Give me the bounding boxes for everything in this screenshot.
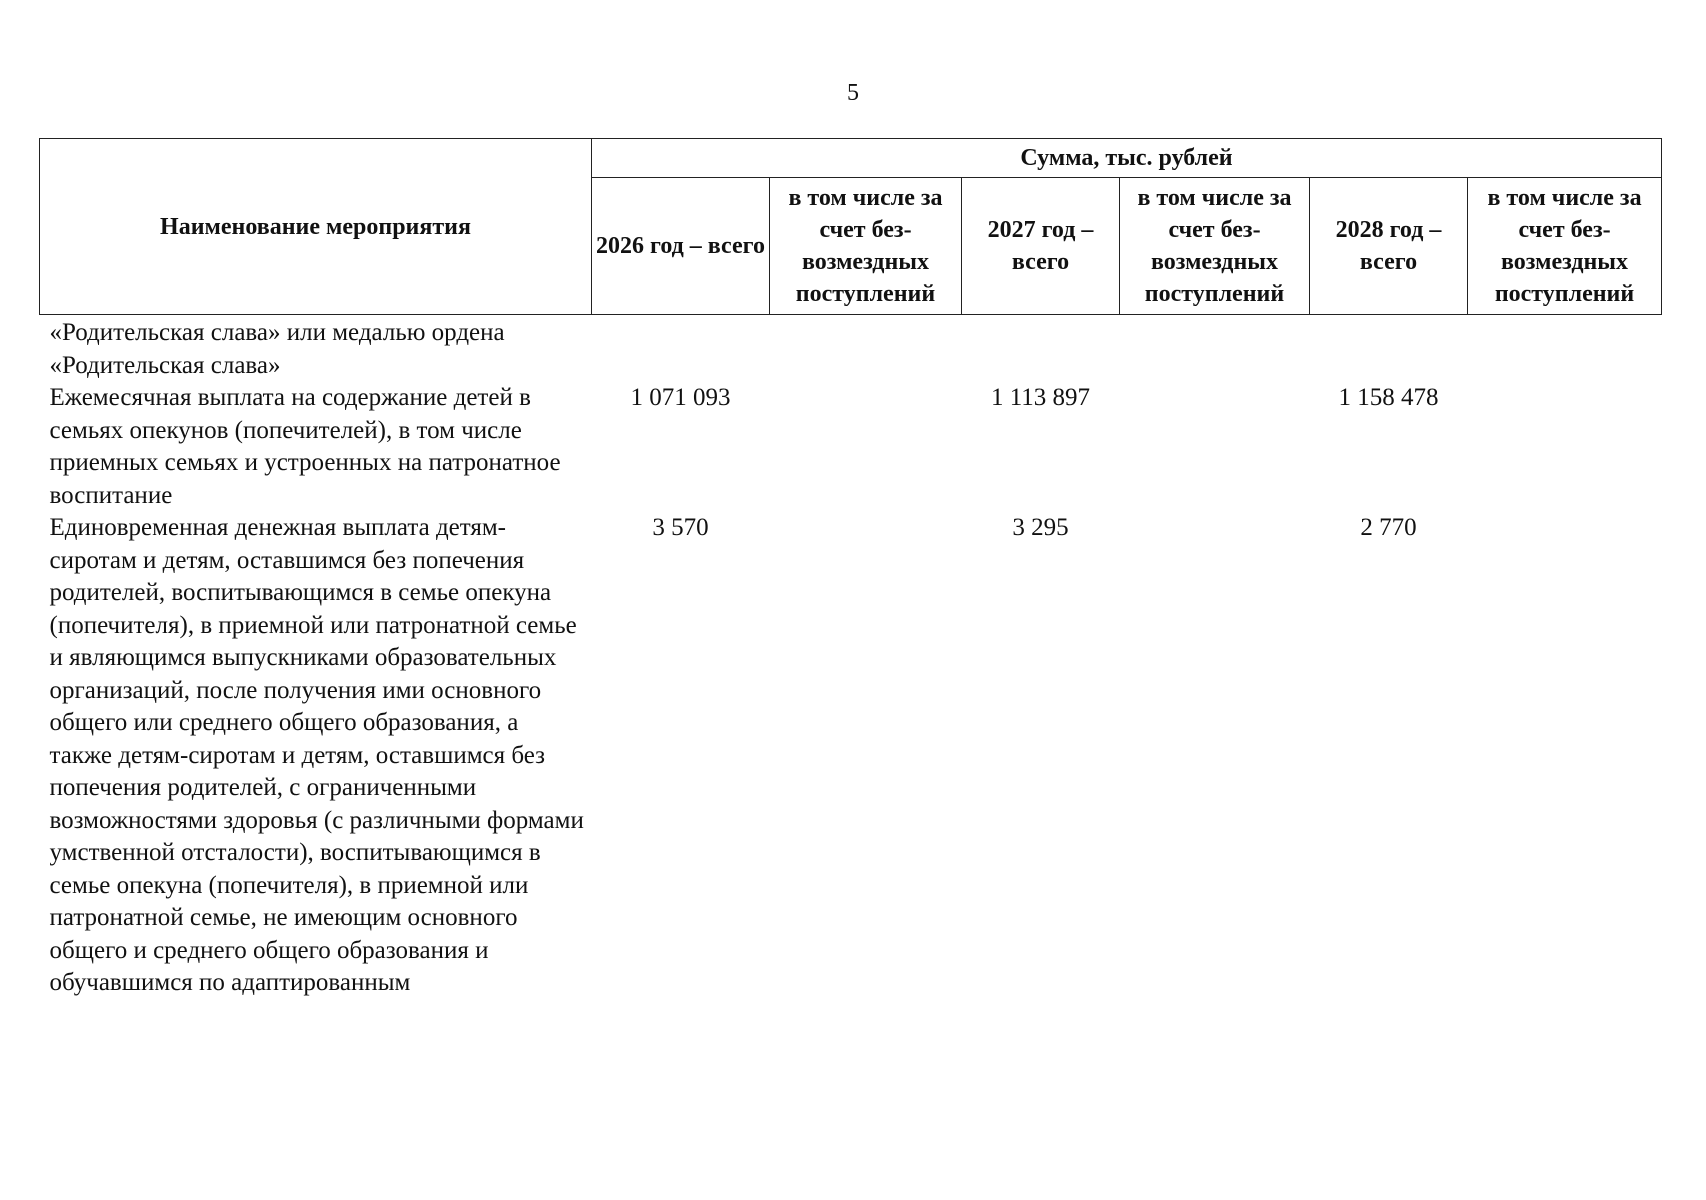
- value-2027-free-receipts: [1120, 512, 1310, 1000]
- header-activity-name: Наименование мероприятия: [40, 139, 592, 315]
- budget-table: [39, 138, 1662, 1000]
- page-number: 5: [847, 80, 859, 106]
- value-2026-total: [592, 315, 770, 383]
- value-2028-total: 2 770: [1360, 514, 1417, 541]
- value-2026-free-receipts: [770, 382, 962, 512]
- value-2027-total: [962, 315, 1120, 383]
- header-sum-group: Сумма, тыс. рублей: [592, 139, 1662, 178]
- value-2028-total: 1 158 478: [1338, 384, 1439, 411]
- value-2028-free-receipts: [1468, 382, 1662, 512]
- value-2027-free-receipts: [1120, 382, 1310, 512]
- table-row: [40, 315, 1662, 383]
- value-2027-total: 3 295: [1012, 514, 1069, 541]
- value-2028-total: [1310, 315, 1468, 383]
- value-2028-free-receipts: [1468, 315, 1662, 383]
- activity-name: Единовременная денежная выплата детям-сиротам и детям, оставшимся без попечения родителей, воспитывающимся в семье опекуна (попечителя), в приемной или патронатной семье и являющимся выпускниками образовательных организаций, после получения ими основного общего или среднего общего образования, а также детям-сиротам и детям, оставшимся без попечения родителей, с ограниченными возможностями здоровья (с различными формами умственной отсталости), воспитывающимся в семье опекуна (попечителя), в приемной или патронатной семье, не имеющим основного общего и среднего общего образования и обучавшимся по адаптированным: [49, 514, 584, 996]
- value-2027-total: 1 113 897: [990, 384, 1091, 411]
- value-2026-total: 1 071 093: [630, 384, 731, 411]
- value-2026-total: 3 570: [652, 514, 709, 541]
- value-2026-free-receipts: [770, 512, 962, 1000]
- header-2027-free-receipts: в том числе за счет без-возмездных поступлений: [1120, 178, 1310, 315]
- table-body: [40, 315, 1662, 1000]
- activity-name: «Родительская слава» или медалью ордена «Родительская слава»: [49, 319, 505, 379]
- header-2028-total: 2028 год – всего: [1310, 178, 1468, 315]
- value-2027-free-receipts: [1120, 315, 1310, 383]
- value-2026-free-receipts: [770, 315, 962, 383]
- header-2026-free-receipts: в том числе за счет без-возмездных поступлений: [770, 178, 962, 315]
- header-2026-total: 2026 год – всего: [592, 178, 770, 315]
- header-2027-total: 2027 год – всего: [962, 178, 1120, 315]
- table-header: [40, 139, 1662, 315]
- table-row: [40, 512, 1662, 1000]
- activity-name: Ежемесячная выплата на содержание детей в семьях опекунов (попечителей), в том числе приемных семьях и устроенных на патронатное воспитание: [49, 384, 561, 509]
- value-2028-free-receipts: [1468, 512, 1662, 1000]
- header-2028-free-receipts: в том числе за счет без-возмездных поступлений: [1468, 178, 1662, 315]
- table-row: [40, 382, 1662, 512]
